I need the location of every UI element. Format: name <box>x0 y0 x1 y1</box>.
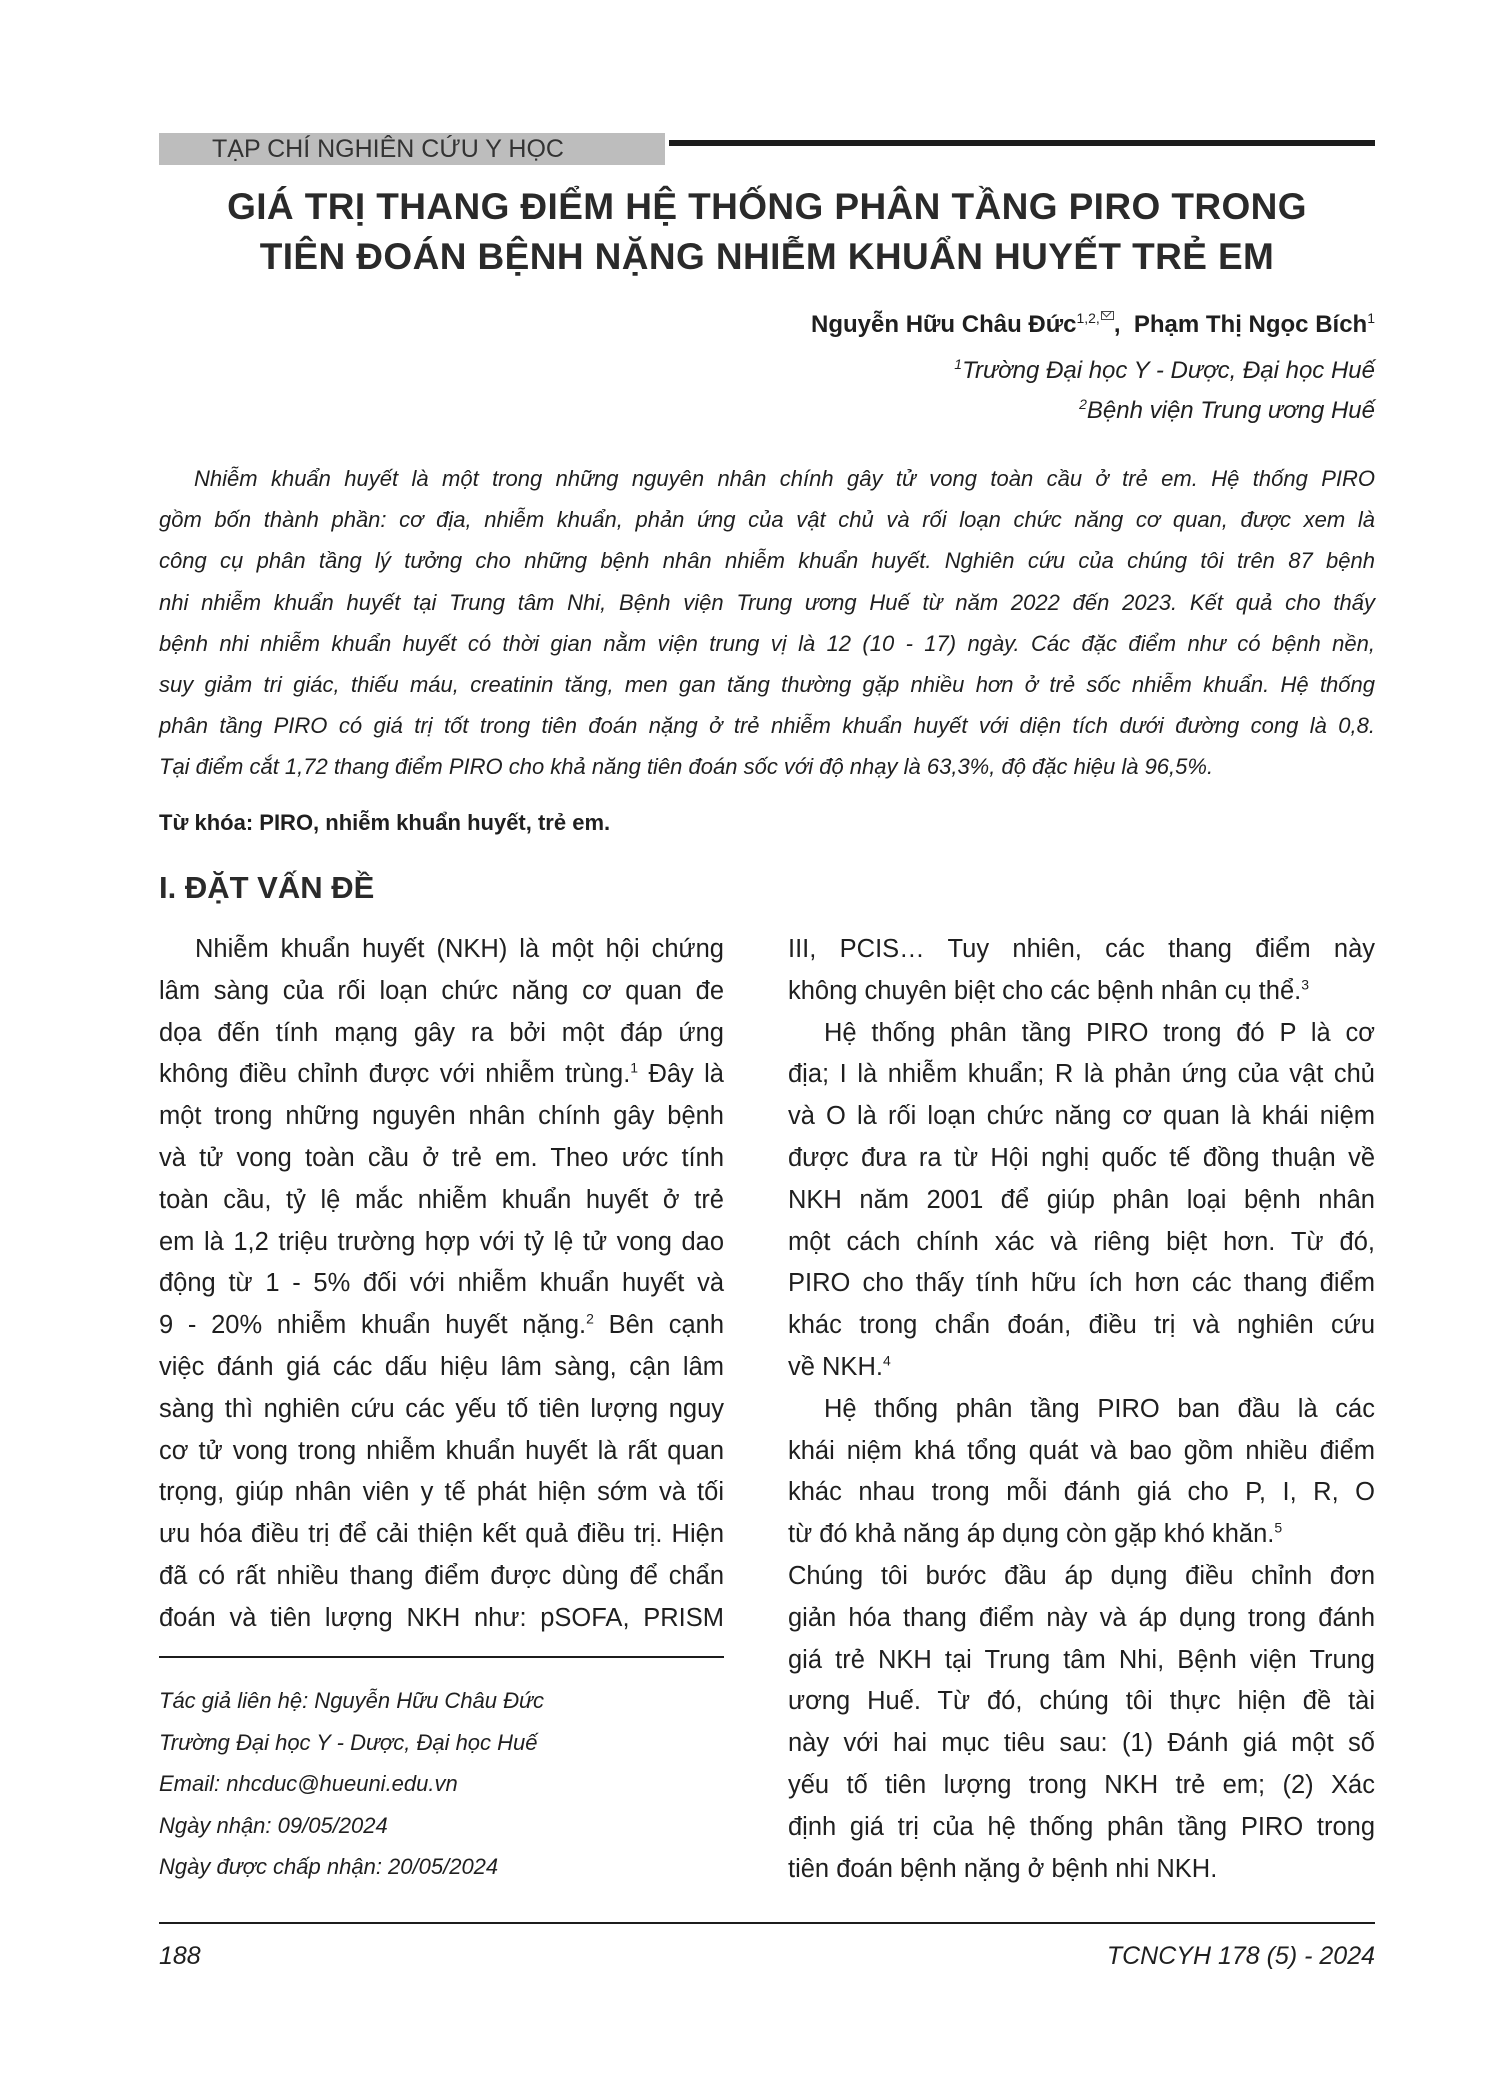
author-1: Nguyễn Hữu Châu Đức <box>811 311 1077 338</box>
article-title <box>159 182 1375 282</box>
body-right-column <box>788 929 1375 1890</box>
body-line: và tử vong toàn cầu ở trẻ em. Theo ước tính <box>159 1143 724 1172</box>
author-2-affil: 1 <box>1367 310 1375 326</box>
body-line: một trong những nguyên nhân chính gây bệnh <box>159 1102 724 1131</box>
footnote-line: Ngày được chấp nhận: 20/05/2024 <box>159 1854 499 1879</box>
body-line: khái niệm khá tổng quát và bao gồm nhiều điểm <box>788 1436 1375 1465</box>
body-line: dọa đến tính mạng gây ra bởi một đáp ứng <box>159 1018 724 1047</box>
footnote-line: Tác giả liên hệ: Nguyễn Hữu Châu Đức <box>159 1688 544 1713</box>
body-line: đã có rất nhiều thang điểm được dùng để chẩn <box>159 1561 724 1590</box>
body-line: PIRO cho thấy tính hữu ích hơn các thang điểm <box>788 1269 1375 1298</box>
body-line: được đưa ra từ Hội nghị quốc tế đồng thuận về <box>788 1143 1375 1172</box>
body-line: Hệ thống phân tầng PIRO ban đầu là các <box>824 1394 1375 1423</box>
abstract-line: công cụ phân tầng lý tưởng cho những bệnh nhân nhiễm khuẩn huyết. Nghiên cứu của chúng tôi trên 87 bệnh <box>159 548 1375 574</box>
abstract <box>159 458 1375 788</box>
body-line: NKH năm 2001 để giúp phân loại bệnh nhân <box>788 1185 1375 1214</box>
footer-rule <box>159 1922 1375 1924</box>
footnote-line: Trường Đại học Y - Dược, Đại học Huế <box>159 1729 538 1755</box>
body-line: ương Huế. Từ đó, chúng tôi thực hiện đề tài <box>788 1687 1375 1716</box>
abstract-line: Nhiễm khuẩn huyết là một trong những nguyên nhân chính gây tử vong toàn cầu ở trẻ em. Hệ thống PIRO <box>194 466 1375 491</box>
body-line: Chúng tôi bước đầu áp dụng điều chỉnh đơn <box>788 1561 1375 1590</box>
body-line: tiên đoán bệnh nặng ở bệnh nhi NKH. <box>788 1854 1218 1883</box>
author-1-affil: 1,2, <box>1076 310 1100 326</box>
abstract-line: bệnh nhi nhiễm khuẩn huyết có thời gian nằm viện trung vị là 12 (10 - 17) ngày. Các đặc điểm như có bệnh nền, <box>159 630 1375 656</box>
citation-ref: 4 <box>882 1352 891 1369</box>
citation-ref: 3 <box>1301 976 1310 993</box>
body-line: không chuyên biệt cho các bệnh nhân cụ thể.$^3$ <box>788 976 1310 1005</box>
body-line: không điều chỉnh được với nhiễm trùng.$^1$ Đây là <box>159 1059 724 1089</box>
body-line: toàn cầu, tỷ lệ mắc nhiễm khuẩn huyết ở trẻ <box>159 1185 724 1214</box>
footnote-line: Ngày nhận: 09/05/2024 <box>159 1812 388 1838</box>
body-line: về NKH.$^4$ <box>788 1352 891 1381</box>
body-line: em là 1,2 triệu trường hợp với tỷ lệ tử vong dao <box>159 1227 724 1256</box>
affiliation-1: $^1$Trường Đại học Y - Dược, Đại học Huế <box>954 356 1375 384</box>
body-line: giá trẻ NKH tại Trung tâm Nhi, Bệnh viện Trung <box>788 1645 1375 1674</box>
body-line: trọng, giúp nhân viên y tế phát hiện sớm và tối <box>159 1478 724 1507</box>
body-line: và O là rối loạn chức năng cơ quan là khái niệm <box>788 1102 1375 1131</box>
body-line: 9 - 20% nhiễm khuẩn huyết nặng.$^2$ Bên cạnh <box>159 1310 724 1340</box>
title-line-2: TIÊN ĐOÁN BỆNH NẶNG NHIỄM KHUẨN HUYẾT TRẺ EM <box>259 236 1275 277</box>
corresponding-author-info <box>159 1680 544 1888</box>
section-heading: I. ĐẶT VẤN ĐỀ <box>159 870 375 905</box>
body-line: một cách chính xác và riêng biệt hơn. Từ đó, <box>788 1227 1375 1256</box>
abstract-line: nhi nhiễm khuẩn huyết tại Trung tâm Nhi, Bệnh viện Trung ương Huế từ năm 2022 đến 2023. Kết quả cho thấy <box>159 589 1375 615</box>
body-line: ưu hóa điều trị để cải thiện kết quả điều trị. Hiện <box>159 1520 724 1549</box>
body-line: Nhiễm khuẩn huyết (NKH) là một hội chứng <box>195 935 724 963</box>
body-line: sàng thì nghiên cứu các yếu tố tiên lượng nguy <box>159 1394 724 1423</box>
citation-ref: 5 <box>1274 1519 1283 1536</box>
body-line: đoán và tiên lượng NKH như: pSOFA, PRISM <box>159 1603 724 1632</box>
footnote-email[interactable]: Email: nhcduc@hueuni.edu.vn <box>159 1771 458 1796</box>
affiliation-2: $^2$Bệnh viện Trung ương Huế <box>1079 396 1375 424</box>
body-line: định giá trị của hệ thống phân tầng PIRO trong <box>788 1812 1375 1841</box>
journal-name: TẠP CHÍ NGHIÊN CỨU Y HỌC <box>159 133 665 165</box>
abstract-line: phân tầng PIRO có giá trị tốt trong tiên đoán nặng ở trẻ nhiễm khuẩn huyết với diện tích dưới đường cong là 0,8. <box>159 713 1375 739</box>
body-line: III, PCIS… Tuy nhiên, các thang điểm này <box>788 935 1375 963</box>
keywords: Từ khóa: PIRO, nhiễm khuẩn huyết, trẻ em. <box>159 810 611 835</box>
journal-issue: TCNCYH 178 (5) - 2024 <box>1106 1942 1375 1970</box>
journal-header <box>159 133 1375 165</box>
envelope-icon <box>1101 311 1114 320</box>
author-separator: , <box>1113 311 1121 338</box>
abstract-line: suy giảm tri giác, thiếu máu, creatinin tăng, men gan tăng thường gặp nhiều hơn ở trẻ sốc nhiễm khuẩn. Hệ thống <box>159 672 1375 698</box>
citation-ref: 1 <box>630 1059 639 1076</box>
title-line-1: GIÁ TRỊ THANG ĐIỂM HỆ THỐNG PHÂN TẦNG PIRO TRONG <box>227 186 1307 227</box>
body-line: này với hai mục tiêu sau: (1) Đánh giá một số <box>788 1729 1375 1758</box>
body-line: lâm sàng của rối loạn chức năng cơ quan đe <box>159 976 724 1005</box>
body-line: yếu tố tiên lượng trong NKH trẻ em; (2) Xác <box>788 1770 1375 1799</box>
abstract-line: gồm bốn thành phần: cơ địa, nhiễm khuẩn, phản ứng của vật chủ và rối loạn chức năng cơ quan, được xem là <box>159 507 1375 533</box>
body-line: địa; I là nhiễm khuẩn; R là phản ứng của vật chủ <box>788 1060 1375 1089</box>
abstract-line: Tại điểm cắt 1,72 thang điểm PIRO cho khả năng tiên đoán sốc với độ nhạy là 63,3%, độ đặc hiệu là 96,5%. <box>159 754 1214 780</box>
body-line: từ đó khả năng áp dụng còn gặp khó khăn.$^5$ <box>788 1519 1283 1549</box>
body-line: khác trong chẩn đoán, điều trị và nghiên cứu <box>788 1311 1375 1340</box>
body-left-column <box>159 929 724 1640</box>
body-line: động từ 1 - 5% đối với nhiễm khuẩn huyết và <box>159 1269 724 1298</box>
body-line: việc đánh giá các dấu hiệu lâm sàng, cận lâm <box>159 1352 724 1381</box>
body-line: Hệ thống phân tầng PIRO trong đó P là cơ <box>824 1018 1375 1047</box>
body-line: khác nhau trong mỗi đánh giá cho P, I, R, O <box>788 1478 1375 1507</box>
header-rule <box>669 140 1375 146</box>
citation-ref: 2 <box>586 1310 594 1327</box>
body-line: cơ tử vong trong nhiễm khuẩn huyết là rất quan <box>159 1436 724 1465</box>
page-number: 188 <box>159 1942 201 1970</box>
footnote-divider <box>159 1656 724 1658</box>
author-list <box>811 311 1375 339</box>
body-line: giản hóa thang điểm này và áp dụng trong đánh <box>788 1603 1375 1632</box>
author-2: Phạm Thị Ngọc Bích <box>1133 311 1368 338</box>
